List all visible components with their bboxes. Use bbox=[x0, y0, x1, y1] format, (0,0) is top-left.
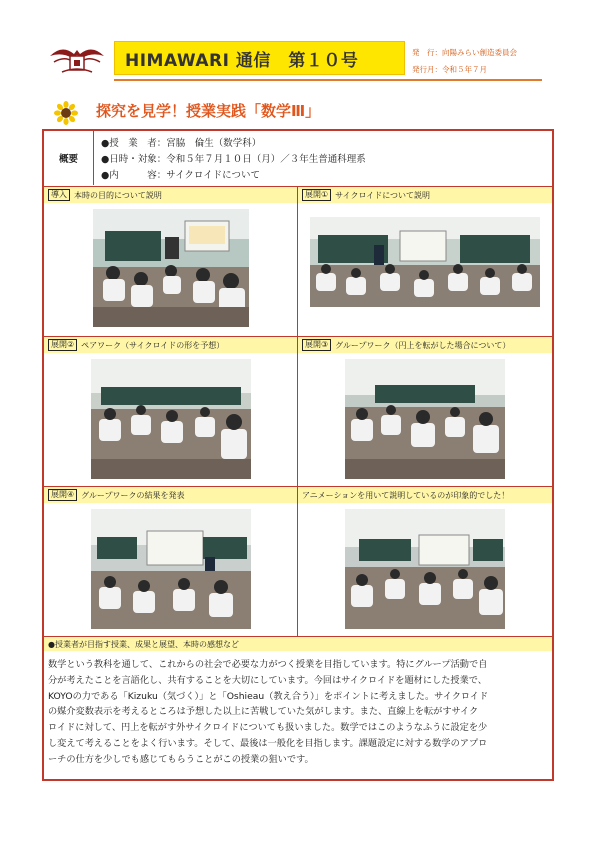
classroom-photo bbox=[91, 359, 251, 479]
photo-caption bbox=[44, 487, 297, 503]
photo-caption bbox=[298, 487, 552, 503]
issuer-name: 発 行：向陽みらい創造委員会 bbox=[412, 48, 517, 57]
comment-line: 数学という教科を通して、これからの社会で必要な力がつく授業を目指しています。特にグループ活動で自 bbox=[48, 659, 488, 670]
caption-text: サイクロイドについて説明 bbox=[335, 190, 431, 200]
teacher-comments bbox=[44, 637, 552, 768]
caption-text: 本時の目的について説明 bbox=[74, 190, 162, 200]
phase-tag: 展開① bbox=[302, 189, 331, 201]
header-divider bbox=[114, 79, 542, 81]
comment-line: ーチの仕方を少しでも感じてもらうことがこの授業の狙いです。 bbox=[48, 753, 314, 765]
comment-line: し変えて考えることをよく行います。そして、最後は一般化を目指します。課題設定に対する数学のアプロ bbox=[48, 737, 488, 749]
photo-cell-development-1 bbox=[298, 187, 552, 337]
photo-cell-development-2 bbox=[44, 337, 298, 487]
overview-label: 概要 bbox=[44, 131, 94, 185]
newsletter-title: HIMAWARI 通信 第１０号 bbox=[125, 50, 359, 71]
photo-caption bbox=[298, 187, 552, 203]
phase-tag: 展開③ bbox=[302, 339, 331, 351]
classroom-photo bbox=[345, 359, 505, 479]
photo-cell-observer-comment bbox=[298, 487, 552, 637]
photo-caption bbox=[44, 337, 297, 353]
phase-tag: 導入 bbox=[48, 189, 70, 201]
caption-text: グループワークの結果を発表 bbox=[81, 490, 185, 500]
overview-teacher: ●授 業 者：宮脇 倫生（数学科） bbox=[101, 138, 262, 149]
section-title: 探究を見学！授業実践「数学Ⅲ」 bbox=[96, 102, 321, 120]
comment-line: ロイドに対して、円上を転がす外サイクロイドについても扱いました。数学ではこのようなふうに設定を少 bbox=[48, 722, 488, 734]
issuer-info bbox=[412, 44, 517, 78]
issue-date: 発行月：令和５年７月 bbox=[412, 65, 487, 74]
photo-caption bbox=[44, 187, 297, 203]
caption-text: グループワーク（円上を転がした場合について） bbox=[335, 340, 511, 350]
school-emblem-logo bbox=[48, 42, 106, 78]
phase-tag: 展開② bbox=[48, 339, 77, 351]
comment-line: KOYOの力である「Kizuku（気づく）」と「Oshieau（教え合う）」をポイントに考えました。サイクロイド bbox=[48, 690, 489, 702]
newsletter-title-box bbox=[114, 41, 405, 75]
photo-cell-intro bbox=[44, 187, 298, 337]
photo-caption bbox=[298, 337, 552, 353]
classroom-photo bbox=[345, 509, 505, 629]
classroom-photo bbox=[93, 209, 249, 327]
comments-body bbox=[44, 651, 552, 768]
classroom-photo bbox=[310, 217, 540, 307]
photo-cell-development-4 bbox=[44, 487, 298, 637]
comments-heading: ●授業者が目指す授業、成果と展望、本時の感想など bbox=[44, 637, 552, 651]
overview-lines bbox=[101, 136, 366, 184]
sunflower-icon bbox=[54, 101, 78, 125]
classroom-photo bbox=[91, 509, 251, 629]
overview-block bbox=[44, 131, 552, 187]
report-frame bbox=[42, 129, 554, 781]
phase-tag: 展開④ bbox=[48, 489, 77, 501]
overview-date-target: ●日時・対象：令和５年７月１０日（月）／３年生普通科理系 bbox=[101, 154, 366, 165]
caption-text: ペアワーク（サイクロイドの形を予想） bbox=[81, 340, 225, 350]
overview-content: ●内 容：サイクロイドについて bbox=[101, 170, 260, 181]
comment-line: 分が考えたことを言語化し、共有することを大切にしています。今回はサイクロイドを題材にした授業で、 bbox=[48, 674, 487, 686]
comment-line: の媒介変数表示を考えるところは予想した以上に苦戦していた気がします。また、直線上を転がすサイク bbox=[48, 706, 479, 718]
photo-cell-development-3 bbox=[298, 337, 552, 487]
caption-text: アニメーションを用いて説明しているのが印象的でした！ bbox=[302, 490, 510, 500]
